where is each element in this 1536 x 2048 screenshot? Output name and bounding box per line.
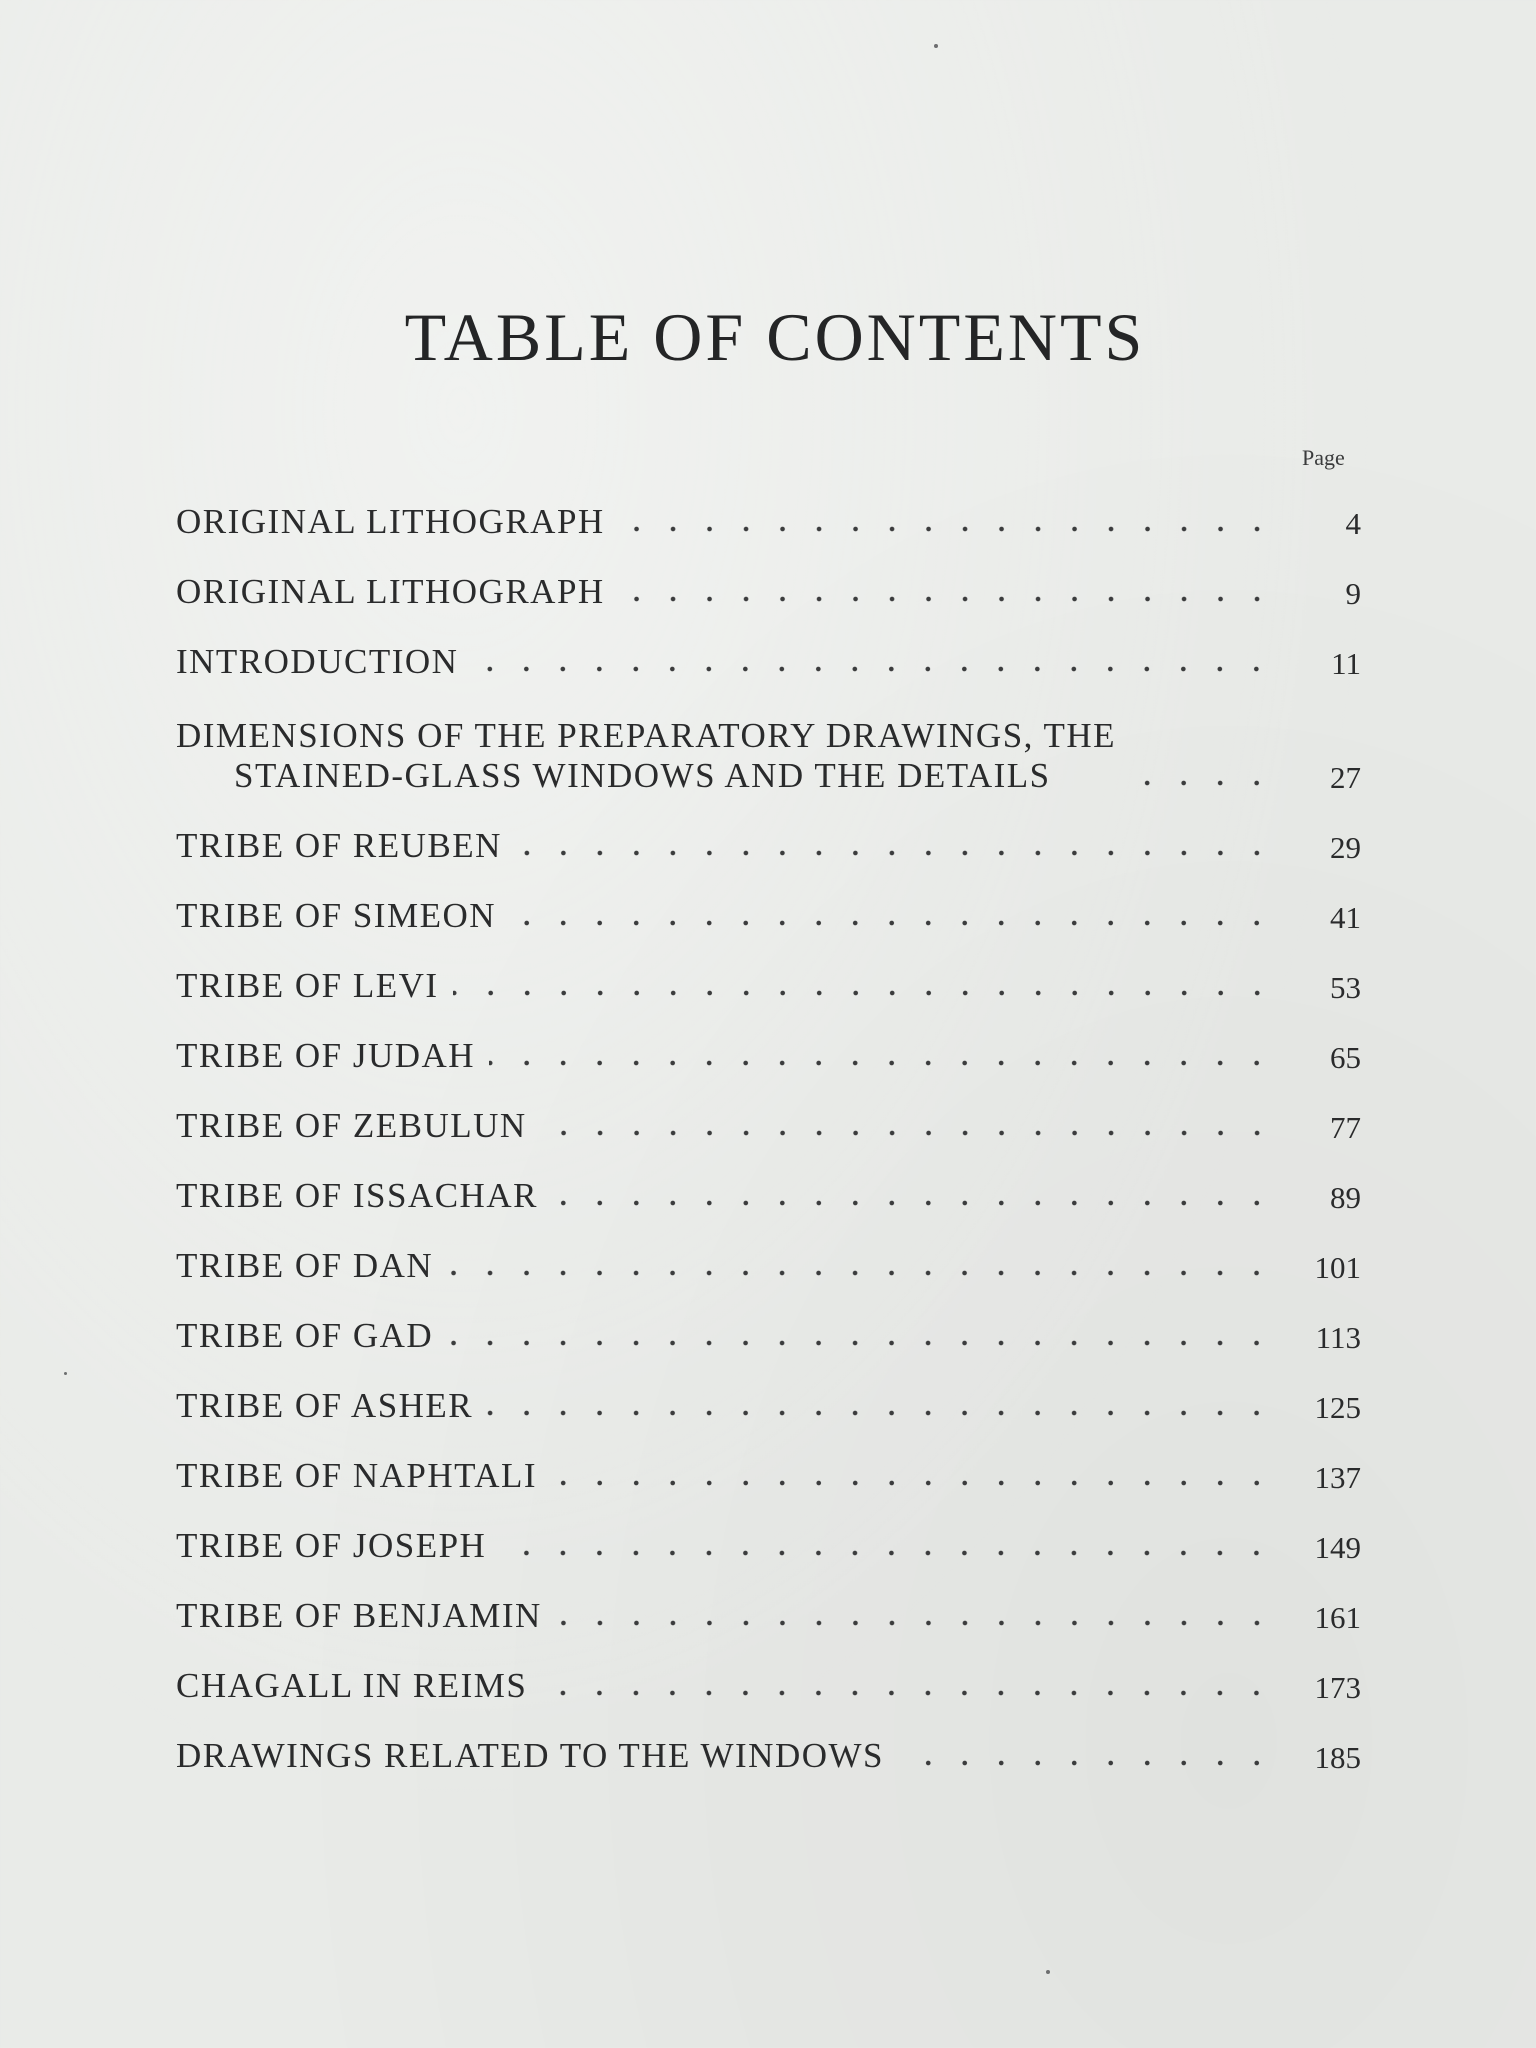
toc-entry-label: DRAWINGS RELATED TO THE WINDOWS (176, 1735, 885, 1775)
toc-entry-page: 77 (1330, 1110, 1361, 1146)
page-column-label: Page (1302, 445, 1345, 470)
toc-entry-label: TRIBE OF JUDAH (176, 1035, 476, 1075)
toc-entry-page: 11 (1331, 646, 1361, 682)
dot-leader (489, 1060, 1275, 1066)
toc-entry-label: TRIBE OF ISSACHAR (176, 1175, 538, 1215)
toc-entry (176, 1014, 1361, 1084)
toc-entry (176, 1294, 1361, 1364)
toc-entry (176, 874, 1361, 944)
toc-entry (176, 1504, 1361, 1574)
dot-leader (487, 1410, 1275, 1416)
toc-entry (176, 690, 1361, 804)
toc-entry (176, 1154, 1361, 1224)
dot-leader (500, 1550, 1275, 1556)
toc-entry (176, 1644, 1361, 1714)
toc-entry-page: 125 (1314, 1390, 1361, 1426)
dot-leader (551, 1480, 1275, 1486)
toc-entry (176, 1714, 1361, 1784)
toc-entry-label: TRIBE OF ZEBULUN (176, 1105, 527, 1145)
dot-leader (1130, 780, 1275, 786)
toc-entry-label-line2: STAINED-GLASS WINDOWS AND THE DETAILS (234, 755, 1051, 795)
toc-entry-label (176, 716, 1116, 797)
toc-entry-label: TRIBE OF REUBEN (176, 825, 502, 865)
toc-entry-label: ORIGINAL LITHOGRAPH (176, 571, 605, 611)
table-of-contents (176, 480, 1361, 1784)
toc-entry (176, 804, 1361, 874)
paper-speck (1046, 1970, 1050, 1974)
toc-entry (176, 550, 1361, 620)
dot-leader (552, 1200, 1275, 1206)
toc-entry-label: TRIBE OF JOSEPH (176, 1525, 487, 1565)
paper-speck (64, 1372, 67, 1375)
toc-entry-page: 113 (1315, 1320, 1361, 1356)
dot-leader (516, 850, 1275, 856)
toc-entry-label: INTRODUCTION (176, 641, 459, 681)
dot-leader (510, 920, 1275, 926)
toc-entry (176, 1364, 1361, 1434)
toc-entry-page: 101 (1314, 1250, 1361, 1286)
toc-entry-label: TRIBE OF SIMEON (176, 895, 497, 935)
toc-entry-label: TRIBE OF ASHER (176, 1385, 474, 1425)
toc-entry-page: 29 (1330, 830, 1361, 866)
toc-entry-page: 149 (1314, 1530, 1361, 1566)
page-title: TABLE OF CONTENTS (404, 299, 1146, 375)
dot-leader (619, 596, 1275, 602)
toc-entry-page: 185 (1314, 1740, 1361, 1776)
toc-entry-page: 27 (1330, 760, 1361, 796)
toc-entry (176, 1224, 1361, 1294)
toc-entry-label: TRIBE OF LEVI (176, 965, 439, 1005)
dot-leader (447, 1340, 1275, 1346)
dot-leader (472, 666, 1275, 672)
toc-entry-page: 161 (1314, 1600, 1361, 1636)
toc-entry-page: 53 (1330, 970, 1361, 1006)
dot-leader (556, 1620, 1275, 1626)
paper-speck (934, 44, 938, 48)
toc-entry-page: 137 (1314, 1460, 1361, 1496)
toc-entry (176, 944, 1361, 1014)
dot-leader (541, 1690, 1275, 1696)
toc-entry-label: ORIGINAL LITHOGRAPH (176, 501, 605, 541)
toc-entry-page: 173 (1314, 1670, 1361, 1706)
toc-entry-page: 9 (1345, 576, 1361, 612)
toc-entry-page: 65 (1330, 1040, 1361, 1076)
toc-entry (176, 620, 1361, 690)
dot-leader (898, 1760, 1275, 1766)
toc-entry-label: TRIBE OF GAD (176, 1315, 434, 1355)
toc-entry-label: TRIBE OF NAPHTALI (176, 1455, 538, 1495)
toc-entry (176, 1434, 1361, 1504)
toc-entry (176, 480, 1361, 550)
dot-leader (453, 990, 1275, 996)
toc-entry-label-line1: DIMENSIONS OF THE PREPARATORY DRAWINGS, THE (176, 715, 1117, 755)
toc-entry-page: 89 (1330, 1180, 1361, 1216)
toc-entry (176, 1574, 1361, 1644)
dot-leader (619, 526, 1275, 532)
toc-entry (176, 1084, 1361, 1154)
toc-entry-page: 4 (1345, 506, 1361, 542)
dot-leader (541, 1130, 1275, 1136)
toc-entry-label: TRIBE OF BENJAMIN (176, 1595, 542, 1635)
toc-entry-page: 41 (1330, 900, 1361, 936)
toc-entry-label: TRIBE OF DAN (176, 1245, 434, 1285)
dot-leader (447, 1270, 1275, 1276)
toc-entry-label: CHAGALL IN REIMS (176, 1665, 528, 1705)
